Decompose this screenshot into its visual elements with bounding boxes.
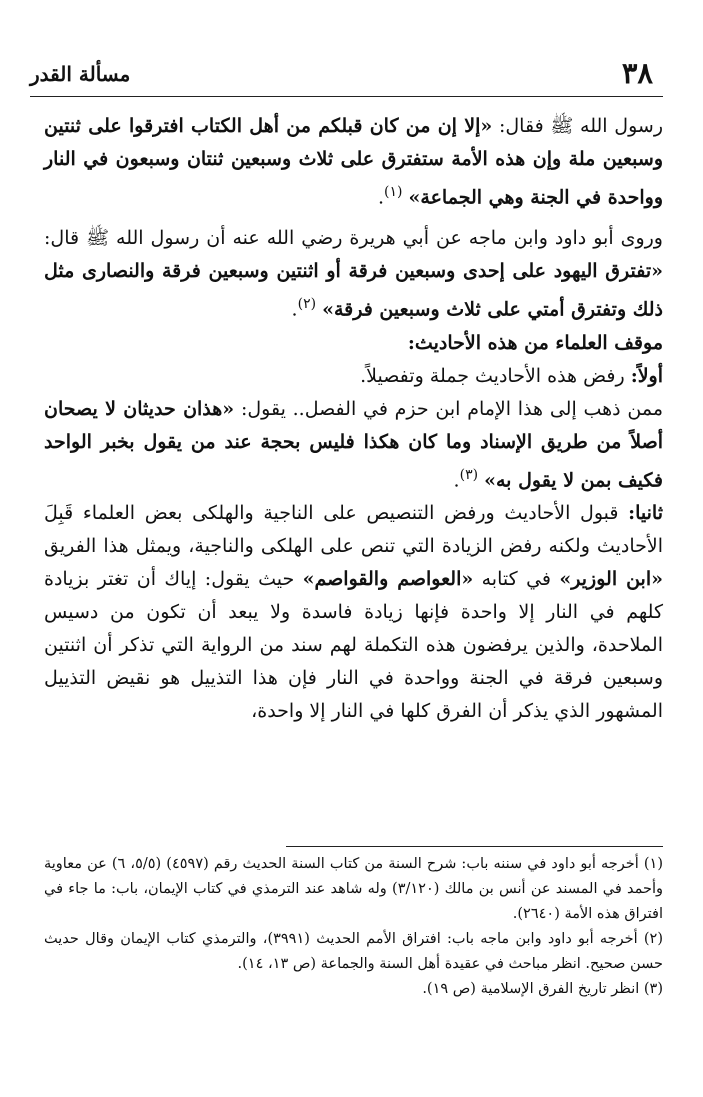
main-text (44, 110, 663, 728)
page-header (30, 56, 653, 96)
scholar-name: «ابن الوزير» (559, 567, 663, 590)
paragraph-hadith-1: رسول الله ﷺ فقال: «إلا إن من كان قبلكم من أهل الكتاب افترقوا على ثنتين وسبعين ملة وإن هذه الأمة ستفترق على ثلاث وسبعين ثنتان وسبعون في النار وواحدة في الجنة وهي الجماعة» $^{(١)}$. (44, 115, 664, 209)
footnotes (44, 852, 663, 1002)
hadith-quote: «إلا إن من كان قبلكم من أهل الكتاب افترقوا على ثنتين وسبعين ملة وإن هذه الأمة ستفترق على ثلاث وسبعين ثنتان وسبعون في النار وواحدة في الجنة وهي الجماعة» (44, 115, 663, 209)
section-heading: موقف العلماء من هذه الأحاديث: (407, 331, 663, 354)
paragraph-first-view: أولاً: رفض هذه الأحاديث جملة وتفصيلاً. (360, 364, 663, 387)
footnote-ref: (٢) (297, 296, 317, 313)
book-title: «العواصم والقواصم» (302, 567, 474, 590)
ibn-hazm-quote: «هذان حديثان لا يصحان أصلاً من طريق الإسناد وما كان هكذا فليس بحجة عند من يقول بخبر الواحد فكيف بمن لا يقول به» (44, 397, 663, 491)
paragraph-hadith-2: وروى أبو داود وابن ماجه عن أبي هريرة رضي الله عنه أن رسول الله ﷺ قال: «تفترق اليهود على إحدى وسبعين فرقة أو اثنتين وسبعين فرقة والنصارى مثل ذلك وتفترق أمتي على ثلاث وسبعين فرقة» $^{(٢)}$. (44, 227, 663, 321)
paragraph-second-view: ثانيا: قبول الأحاديث ورفض التنصيص على الناجية والهلكى بعض العلماء قَبِلَ الأحاديث ولكنه رفض الزيادة التي تنص على الهلكى والناجية، ويمثل هذا الفريق «ابن الوزير» في كتابه «العواصم والقواصم» حيث يقول: إياك أن تغتر بزيادة كلهم في النار إلا واحدة فإنها زيادة فاسدة ولا يبعد أن تكون من دسيس الملاحدة، والذين يرفضون هذه التكملة لهم سند من الرواية التي تذكر أن اثنتين وسبعين فرقة في الجنة وواحدة في النار فإن هذا التذييل هو نقيض التذييل المشهور الذي يذكر أن الفرق كلها في النار إلا واحدة، (44, 501, 663, 722)
footnote-3: (٣) انظر تاريخ الفرق الإسلامية (ص ١٩). (422, 981, 663, 997)
footnote-1: (١) أخرجه أبو داود في سننه باب: شرح السنة من كتاب السنة الحديث رقم (٤٥٩٧) (٥/٥، ٦) عن معاوية وأحمد في المسند عن أنس بن مالك (٣/١٢٠) وله شاهد عند الترمذي في كتاب الإيمان، باب: ما جاء في افتراق هذه الأمة (٢٦٤٠). (44, 856, 663, 922)
hadith-quote: «تفترق اليهود على إحدى وسبعين فرقة أو اثنتين وسبعين فرقة والنصارى مثل ذلك وتفترق أمتي على ثلاث وسبعين فرقة» (44, 260, 663, 321)
page-number: ٣٨ (621, 56, 653, 90)
first-label: أولاً: (630, 364, 663, 387)
footnote-2: (٢) أخرجه أبو داود وابن ماجه باب: افتراق الأمم الحديث (٣٩٩١)، والترمذي كتاب الإيمان وقال حديث حسن صحيح. انظر مباحث في عقيدة أهل السنة والجماعة (ص ١٣، ١٤). (44, 931, 663, 972)
paragraph-ibn-hazm: ممن ذهب إلى هذا الإمام ابن حزم في الفصل.. يقول: «هذان حديثان لا يصحان أصلاً من طريق الإسناد وما كان هكذا فليس بحجة عند من يقول بخبر الواحد فكيف بمن لا يقول به» $^{(٣)}$. (44, 397, 663, 491)
running-title: مسألة القدر (30, 62, 131, 86)
header-rule (30, 96, 663, 97)
footnote-rule (286, 846, 663, 847)
footnote-ref: (٣) (459, 466, 479, 483)
footnote-ref: (١) (384, 184, 403, 200)
second-label: ثانيا: (628, 501, 663, 524)
